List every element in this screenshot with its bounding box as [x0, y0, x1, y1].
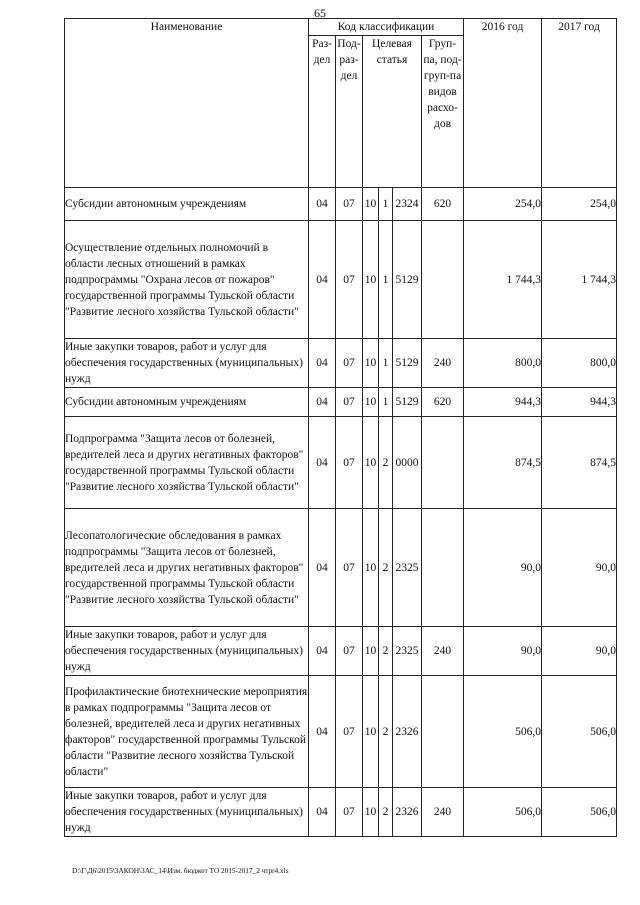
row-name: Иные закупки товаров, работ и услуг для обеспечения государственных (муниципальных) нужд [65, 627, 309, 676]
budget-table [64, 18, 617, 837]
row-target-subprogram: 2 [379, 509, 393, 627]
row-amount-2017: 506,0 [542, 788, 617, 837]
table-row [65, 417, 617, 509]
row-podrazdel: 07 [336, 339, 363, 388]
row-amount-2017: 90,0 [542, 509, 617, 627]
row-expense-group: 620 [422, 388, 464, 417]
row-amount-2017: 90,0 [542, 627, 617, 676]
row-amount-2016: 944,3 [464, 388, 542, 417]
row-target-program: 10 [363, 627, 379, 676]
row-name: Лесопатологические обследования в рамках подпрограммы "Защита лесов от болезней, вредителей леса и других негативных факторов" государственной программы Тульской области "Развитие лесного хозяйства Тульской области" [65, 509, 309, 627]
row-target-program: 10 [363, 788, 379, 837]
row-target-program: 10 [363, 339, 379, 388]
row-amount-2016: 874,5 [464, 417, 542, 509]
row-target-subprogram: 1 [379, 188, 393, 221]
row-target-direction: 2324 [393, 188, 422, 221]
row-expense-group: 620 [422, 188, 464, 221]
row-podrazdel: 07 [336, 627, 363, 676]
header-name: Наименование [65, 19, 309, 188]
row-target-subprogram: 1 [379, 221, 393, 339]
row-expense-group [422, 417, 464, 509]
row-razdel: 04 [309, 188, 336, 221]
row-razdel: 04 [309, 388, 336, 417]
row-target-direction: 2325 [393, 509, 422, 627]
row-target-direction: 2326 [393, 676, 422, 788]
table-row [65, 221, 617, 339]
row-amount-2016: 506,0 [464, 788, 542, 837]
row-amount-2016: 506,0 [464, 676, 542, 788]
row-target-direction: 5129 [393, 221, 422, 339]
header-expense-group: Груп-па, под-груп-па видов расхо-дов [422, 36, 464, 188]
header-class-code: Код классификации [309, 19, 464, 36]
row-razdel: 04 [309, 221, 336, 339]
row-podrazdel: 07 [336, 188, 363, 221]
row-name: Иные закупки товаров, работ и услуг для обеспечения государственных (муниципальных) нужд [65, 339, 309, 388]
row-expense-group: 240 [422, 788, 464, 837]
row-amount-2017: 1 744,3 [542, 221, 617, 339]
row-target-direction: 5129 [393, 388, 422, 417]
row-razdel: 04 [309, 788, 336, 837]
row-expense-group [422, 509, 464, 627]
row-razdel: 04 [309, 417, 336, 509]
row-name: Иные закупки товаров, работ и услуг для обеспечения государственных (муниципальных) нужд [65, 788, 309, 837]
row-target-program: 10 [363, 509, 379, 627]
row-expense-group [422, 221, 464, 339]
table-row [65, 509, 617, 627]
row-name: Подпрограмма "Защита лесов от болезней, вредителей леса и других негативных факторов" государственной программы Тульской области "Развитие лесного хозяйства Тульской области" [65, 417, 309, 509]
row-target-subprogram: 1 [379, 388, 393, 417]
row-target-direction: 0000 [393, 417, 422, 509]
row-razdel: 04 [309, 339, 336, 388]
row-amount-2016: 1 744,3 [464, 221, 542, 339]
row-amount-2016: 800,0 [464, 339, 542, 388]
file-path-footer: D:\Г\Д6\2015\ЗАКОН\ЗАС_14\Изм. бюджет ТО 2015-2017_2 чтpr4.xls [72, 866, 289, 875]
header-year-2016: 2016 год [464, 19, 542, 188]
row-podrazdel: 07 [336, 676, 363, 788]
row-target-program: 10 [363, 388, 379, 417]
row-name: Субсидии автономным учреждениям [65, 388, 309, 417]
row-target-subprogram: 1 [379, 339, 393, 388]
page-number: 65 [314, 6, 326, 20]
header-year-2017: 2017 год [542, 19, 617, 188]
header-podrazdel: Под-раз-дел [336, 36, 363, 188]
row-target-subprogram: 2 [379, 788, 393, 837]
header-razdel: Раз-дел [309, 36, 336, 188]
row-amount-2016: 90,0 [464, 627, 542, 676]
row-amount-2017: 800,0 [542, 339, 617, 388]
table-row [65, 188, 617, 221]
row-expense-group: 240 [422, 339, 464, 388]
row-expense-group [422, 676, 464, 788]
row-amount-2017: 874,5 [542, 417, 617, 509]
row-name: Субсидии автономным учреждениям [65, 188, 309, 221]
row-podrazdel: 07 [336, 221, 363, 339]
row-razdel: 04 [309, 676, 336, 788]
row-target-direction: 2326 [393, 788, 422, 837]
row-expense-group: 240 [422, 627, 464, 676]
row-target-subprogram: 2 [379, 676, 393, 788]
row-amount-2016: 90,0 [464, 509, 542, 627]
row-razdel: 04 [309, 509, 336, 627]
row-podrazdel: 07 [336, 388, 363, 417]
table-row [65, 788, 617, 837]
table-row [65, 627, 617, 676]
table-row [65, 388, 617, 417]
table-body [65, 188, 617, 837]
row-amount-2016: 254,0 [464, 188, 542, 221]
row-podrazdel: 07 [336, 417, 363, 509]
table-row [65, 339, 617, 388]
row-razdel: 04 [309, 627, 336, 676]
row-amount-2017: 254,0 [542, 188, 617, 221]
row-podrazdel: 07 [336, 788, 363, 837]
row-target-direction: 5129 [393, 339, 422, 388]
row-podrazdel: 07 [336, 509, 363, 627]
row-target-subprogram: 2 [379, 417, 393, 509]
row-amount-2017: 506,0 [542, 676, 617, 788]
row-target-program: 10 [363, 417, 379, 509]
row-name: Профилактические биотехнические мероприятия в рамках подпрограммы "Защита лесов от болезней, вредителей леса и других негативных факторов" государственной программы Тульской области "Развитие лесного хозяйства Тульской области" [65, 676, 309, 788]
row-target-subprogram: 2 [379, 627, 393, 676]
header-target-article: Целевая статья [363, 36, 422, 188]
row-target-program: 10 [363, 188, 379, 221]
row-target-direction: 2325 [393, 627, 422, 676]
row-name: Осуществление отдельных полномочий в области лесных отношений в рамках подпрограммы "Охрана лесов от пожаров" государственной программы Тульской области "Развитие лесного хозяйства Тульской области" [65, 221, 309, 339]
row-target-program: 10 [363, 676, 379, 788]
row-amount-2017: 944,3 [542, 388, 617, 417]
table-row [65, 676, 617, 788]
row-target-program: 10 [363, 221, 379, 339]
